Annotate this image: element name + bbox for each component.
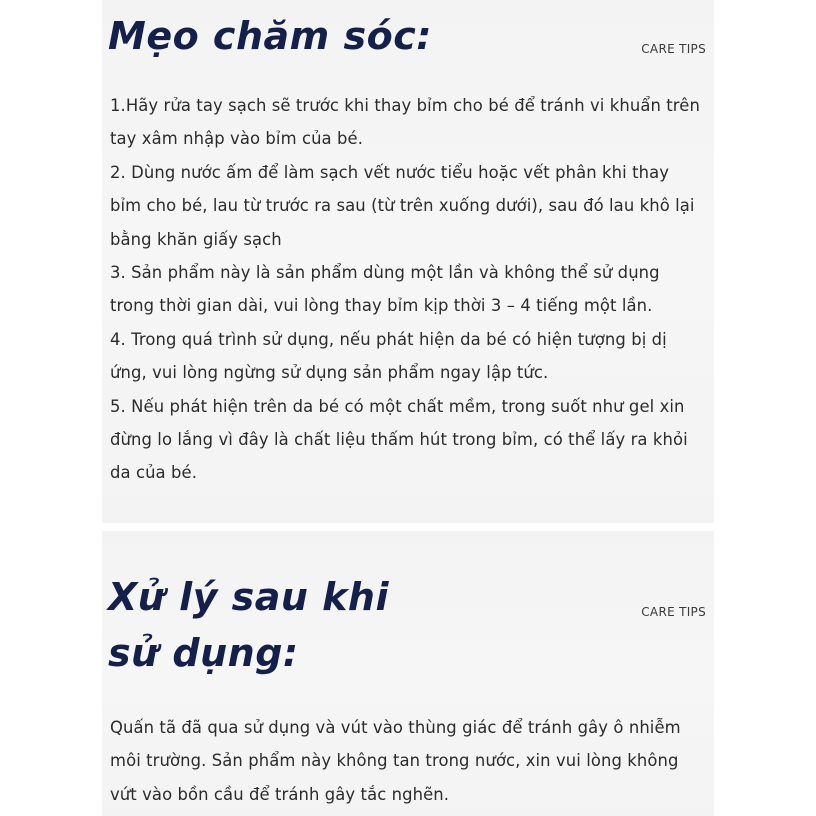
disposal-title-line-2: sử dụng: — [108, 631, 299, 675]
care-tips-tag: CARE TIPS — [641, 42, 706, 56]
tip-item-1: 1.Hãy rửa tay sạch sẽ trước khi thay bỉm cho bé để tránh vi khuẩn trên tay xâm nhập vào bỉm của bé. — [110, 96, 700, 149]
tip-item-2: 2. Dùng nước ấm để làm sạch vết nước tiểu hoặc vết phân khi thay bỉm cho bé, lau từ trước ra sau (từ trên xuống dưới), sau đó lau khô lại bằng khăn giấy sạch — [110, 162, 695, 249]
care-tips-title: Mẹo chăm sóc: — [108, 14, 432, 58]
tip-item-5: 5. Nếu phát hiện trên da bé có một chất mềm, trong suốt như gel xin đừng lo lắng vì đây là chất liệu thấm hút trong bỉm, có thể lấy ra khỏi da của bé. — [110, 396, 688, 483]
disposal-text: Quấn tã đã qua sử dụng và vút vào thùng giác để tránh gây ô nhiễm môi trường. Sản phẩm này không tan trong nước, xin vui lòng không vứt vào bồn cầu để tránh gây tắc nghẽn. — [110, 718, 681, 804]
disposal-text-block — [110, 711, 704, 811]
care-tips-list — [110, 89, 704, 490]
care-tips-panel — [102, 0, 714, 523]
disposal-title — [108, 569, 389, 681]
tip-item-3: 3. Sản phẩm này là sản phẩm dùng một lần và không thể sử dụng trong thời gian dài, vui lòng thay bỉm kịp thời 3 – 4 tiếng một lần. — [110, 263, 660, 316]
disposal-panel — [102, 531, 714, 816]
disposal-title-line-1: Xử lý sau khi — [108, 575, 389, 619]
disposal-tag: CARE TIPS — [641, 605, 706, 619]
tip-item-4: 4. Trong quá trình sử dụng, nếu phát hiện da bé có hiện tượng bị dị ứng, vui lòng ngừng sử dụng sản phẩm ngay lập tức. — [110, 329, 667, 383]
